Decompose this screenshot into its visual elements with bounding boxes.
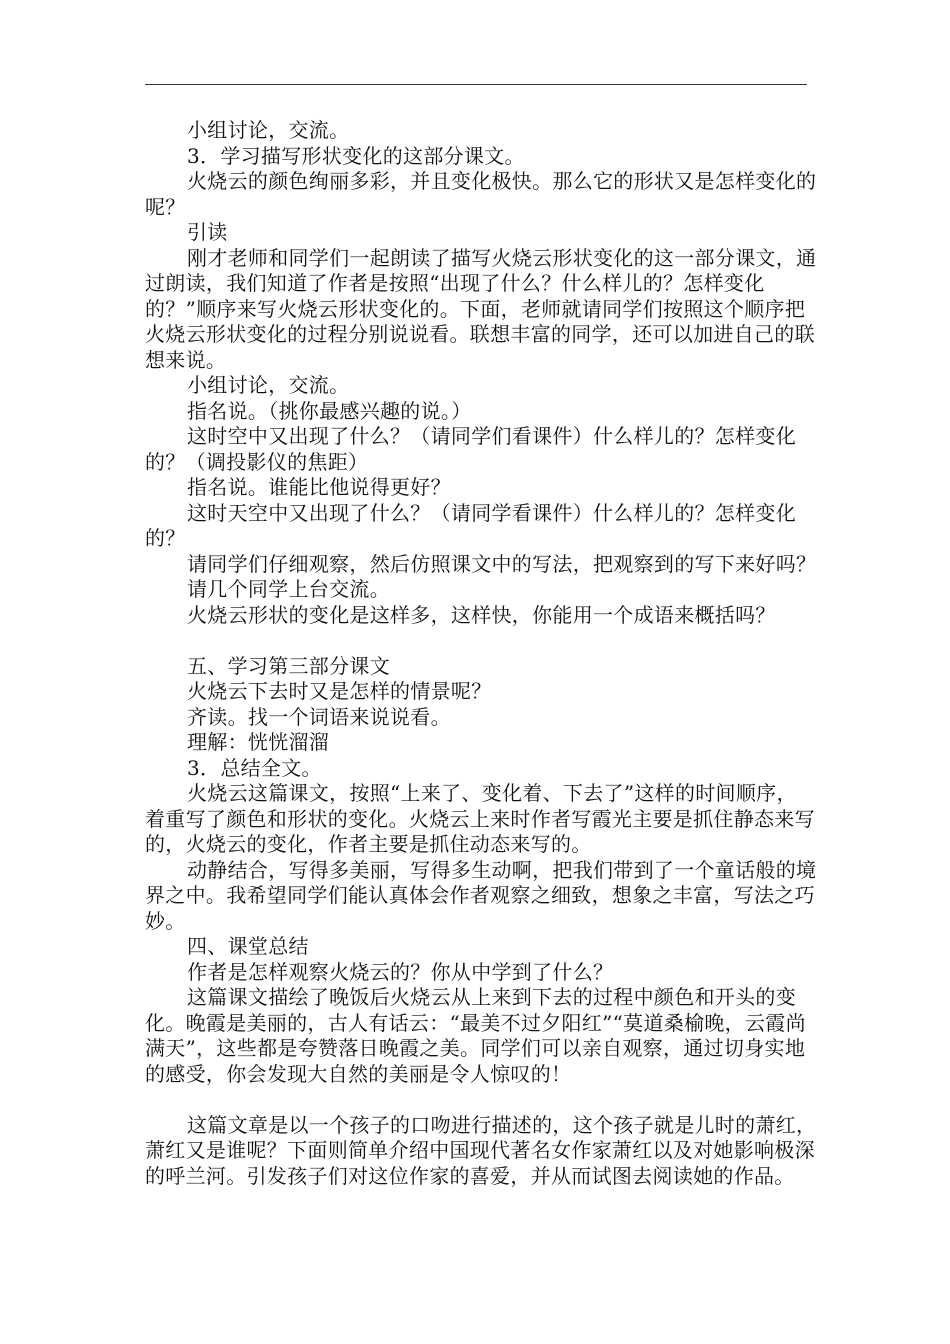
paragraph: 指名说。（挑你最感兴趣的说。） xyxy=(187,398,472,423)
paragraph: 这时天空中又出现了什么？（请同学看课件）什么样儿的？怎样变化的？ xyxy=(145,500,796,550)
header-rule xyxy=(145,84,807,85)
blank-line xyxy=(145,1087,817,1113)
paragraph: 这时空中又出现了什么？（请同学们看课件）什么样儿的？怎样变化的？（调投影仪的焦距） xyxy=(145,424,796,474)
paragraph: 理解：恍恍溜溜 xyxy=(187,730,330,754)
section-heading: 四、课堂总结 xyxy=(187,934,309,958)
paragraph: 火烧云的颜色绚丽多彩，并且变化极快。那么它的形状又是怎样变化的呢？ xyxy=(145,169,817,219)
paragraph: 齐读。找一个词语来说说看。 xyxy=(187,704,451,729)
paragraph: 刚才老师和同学们一起朗读了描写火烧云形状变化的这一部分课文，通过朗读，我们知道了作者是按照“出现了什么？什么样儿的？怎样变化的？”顺序来写火烧云形状变化的。下面，老师就请同学们按照这个顺序把火烧云形状变化的过程分别说说看。联想丰富的同学，还可以加进自己的联想来说。 xyxy=(145,245,817,372)
paragraph: 火烧云下去时又是怎样的情景呢？ xyxy=(187,679,492,703)
paragraph: 请同学们仔细观察，然后仿照课文中的写法，把观察到的写下来好吗？ xyxy=(187,551,817,576)
paragraph: 小组讨论，交流。 xyxy=(187,373,350,397)
section-heading: 五、学习第三部分课文 xyxy=(187,653,390,678)
blank-line xyxy=(145,628,817,654)
paragraph: 作者是怎样观察火烧云的？你从中学到了什么？ xyxy=(187,959,614,984)
paragraph: 动静结合，写得多美丽，写得多生动啊，把我们带到了一个童话般的境界之中。我希望同学们能认真体会作者观察之细致，想象之丰富，写法之巧妙。 xyxy=(145,857,817,933)
paragraph: 3．总结全文。 xyxy=(187,755,322,780)
document-body xyxy=(145,118,817,1189)
paragraph: 小组讨论，交流。 xyxy=(187,118,350,142)
paragraph: 火烧云形状的变化是这样多，这样快，你能用一个成语来概括吗？ xyxy=(187,602,776,627)
paragraph: 引读 xyxy=(187,220,228,244)
paragraph: 火烧云这篇课文，按照“上来了、变化着、下去了”这样的时间顺序，着重写了颜色和形状的变化。火烧云上来时作者写霞光主要是抓住静态来写的，火烧云的变化，作者主要是抓住动态来写的。 xyxy=(145,781,815,856)
paragraph: 3．学习描写形状变化的这部分课文。 xyxy=(187,143,525,168)
paragraph: 指名说。谁能比他说得更好？ xyxy=(187,475,451,499)
paragraph: 这篇文章是以一个孩子的口吻进行描述的，这个孩子就是儿时的萧红，萧红又是谁呢？下面则简单介绍中国现代著名女作家萧红以及对她影响极深的呼兰河。引发孩子们对这位作家的喜爱，并从而试图去阅读她的作品。 xyxy=(145,1112,817,1188)
paragraph: 这篇课文描绘了晚饭后火烧云从上来到下去的过程中颜色和开头的变化。晚霞是美丽的，古人有话云：“最美不过夕阳红”“莫道桑榆晚，云霞尚满天”，这些都是夸赞落日晚霞之美。同学们可以亲自观察，通过切身实地的感受，你会发现大自然的美丽是令人惊叹的！ xyxy=(145,985,806,1086)
paragraph: 请几个同学上台交流。 xyxy=(187,577,390,601)
